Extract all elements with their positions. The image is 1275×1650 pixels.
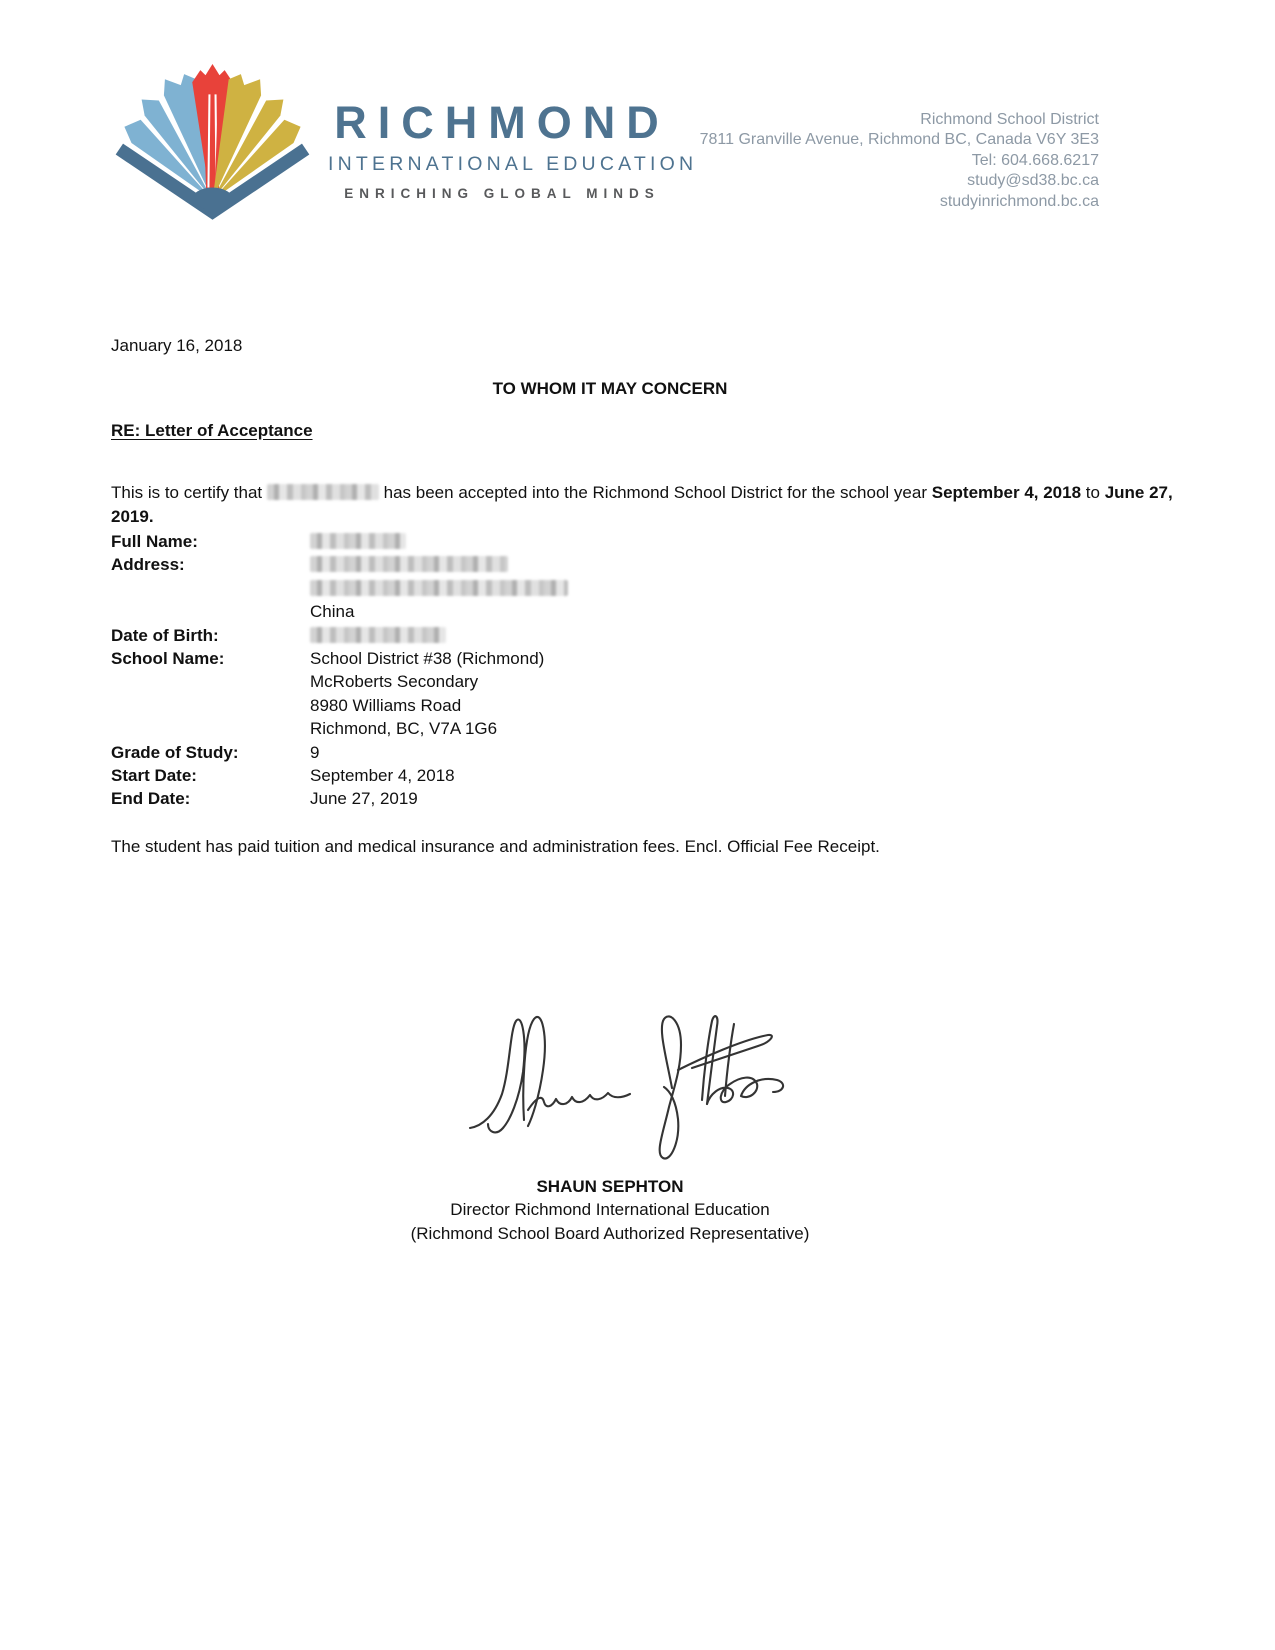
redacted-address-line2 bbox=[310, 580, 568, 596]
field-end-date bbox=[111, 787, 568, 810]
signer-name: SHAUN SEPHTON bbox=[536, 1177, 684, 1196]
field-school-name bbox=[111, 647, 568, 741]
school-name-label: School Name: bbox=[111, 649, 225, 669]
end-date-label: End Date: bbox=[111, 789, 191, 809]
body-prefix: This is to certify that bbox=[111, 483, 263, 502]
signoff-block bbox=[110, 1175, 1110, 1245]
school-year-end: June 27, 2019. bbox=[111, 483, 1173, 526]
signer-title: Director Richmond International Education bbox=[450, 1200, 770, 1220]
contact-block bbox=[700, 110, 1099, 212]
field-date-of-birth bbox=[111, 624, 568, 647]
school-line-city: Richmond, BC, V7A 1G6 bbox=[310, 719, 498, 739]
contact-email: study@sd38.bc.ca bbox=[967, 172, 1099, 190]
handwritten-signature-icon bbox=[440, 988, 800, 1173]
redacted-address-line1 bbox=[310, 556, 508, 572]
address-label: Address: bbox=[111, 555, 185, 575]
start-date-label: Start Date: bbox=[111, 766, 197, 786]
brand-name: RICHMOND bbox=[334, 97, 670, 148]
closing-statement: The student has paid tuition and medical insurance and administration fees. Encl. Official Fee Receipt. bbox=[111, 837, 880, 856]
school-line-district: School District #38 (Richmond) bbox=[310, 649, 545, 669]
field-address bbox=[111, 553, 568, 623]
redacted-full-name bbox=[310, 533, 406, 549]
start-date-value: September 4, 2018 bbox=[310, 766, 455, 786]
redacted-student-name bbox=[267, 484, 379, 500]
detail-fields bbox=[111, 530, 568, 811]
redacted-date-of-birth bbox=[310, 627, 446, 643]
dob-label: Date of Birth: bbox=[111, 625, 219, 645]
field-grade bbox=[111, 741, 568, 764]
school-line-name: McRoberts Secondary bbox=[310, 672, 479, 692]
school-year-start: September 4, 2018 bbox=[931, 483, 1082, 502]
body-mid: has been accepted into the Richmond School District for the school year bbox=[383, 483, 927, 502]
field-start-date bbox=[111, 764, 568, 787]
salutation: TO WHOM IT MAY CONCERN bbox=[492, 379, 728, 398]
signer-title-secondary: (Richmond School Board Authorized Representative) bbox=[410, 1223, 810, 1243]
field-full-name bbox=[111, 530, 568, 553]
grade-label: Grade of Study: bbox=[111, 742, 239, 762]
contact-org: Richmond School District bbox=[920, 111, 1099, 128]
contact-website: studyinrichmond.bc.ca bbox=[939, 192, 1099, 210]
full-name-label: Full Name: bbox=[111, 532, 198, 551]
grade-value: 9 bbox=[310, 742, 320, 762]
contact-phone: Tel: 604.668.6217 bbox=[971, 151, 1099, 169]
body-paragraph bbox=[111, 481, 1183, 528]
brand-block bbox=[328, 97, 698, 201]
subject-line: RE: Letter of Acceptance bbox=[111, 421, 313, 440]
contact-address: 7811 Granville Avenue, Richmond BC, Canada V6Y 3E3 bbox=[699, 131, 1099, 149]
richmond-education-logo-icon bbox=[110, 62, 315, 224]
letter-date: January 16, 2018 bbox=[111, 336, 243, 355]
address-country: China bbox=[310, 602, 355, 622]
end-date-value: June 27, 2019 bbox=[310, 789, 418, 809]
body-to: to bbox=[1085, 483, 1100, 502]
brand-subtitle: INTERNATIONAL EDUCATION bbox=[328, 153, 698, 175]
brand-tagline: ENRICHING GLOBAL MINDS bbox=[344, 186, 660, 201]
school-line-street: 8980 Williams Road bbox=[310, 695, 462, 715]
